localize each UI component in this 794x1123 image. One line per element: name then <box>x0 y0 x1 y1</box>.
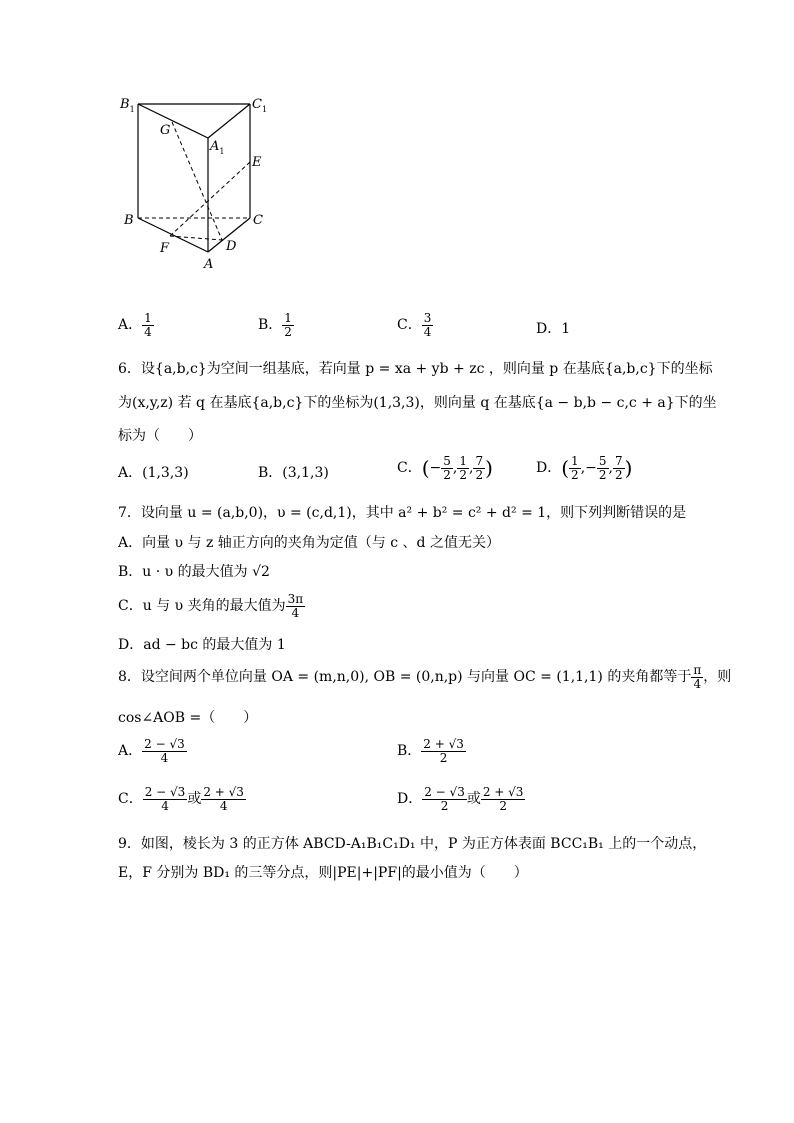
prism-figure <box>110 88 280 278</box>
q6-line1: 6．设{a,b,c}为空间一组基底，若向量 p = xa + yb + zc ，则向量 p 在基底{a,b,c}下的坐标 <box>118 361 713 377</box>
label-e: E <box>252 155 262 170</box>
q7-option-b[interactable]: B．u · υ 的最大值为 √2 <box>118 564 270 580</box>
q6-line2: 为(x,y,z) 若 q 在基底{a,b,c}下的坐标为(1,3,3)，则向量 q 在基底{a − b,b − c,c + a}下的坐 <box>118 395 717 411</box>
q8-option-a[interactable]: A． $\frac{2 - √3}{4}$ <box>118 737 185 765</box>
q7-option-c[interactable]: C．u 与 υ 夹角的最大值为 $\frac{3\pi}{4}$ <box>118 592 304 620</box>
q5-options <box>0 310 794 340</box>
edge-a1-c1 <box>208 104 250 138</box>
q8-option-c[interactable]: C． $\frac{2 - √3}{4}$ 或 $\frac{2 + √3}{4}$ <box>118 785 244 813</box>
q6-option-c[interactable]: C．(− $\frac{5}{2}$ , $\frac{1}{2}$ , $\frac{7}{2}$ ) <box>397 454 493 482</box>
label-a: A <box>204 257 214 272</box>
q8-stem: 8．设空间两个单位向量 OA = (m,n,0), OB = (0,n,p) 与向量 OC = (1,1,1) 的夹角都等于 $\frac{\pi}{4}$ ，则 <box>118 663 732 691</box>
q9-line1: 9．如图，棱长为 3 的正方体 ABCD-A₁B₁C₁D₁ 中，P 为正方体表面 BCC₁B₁ 上的一个动点， <box>118 836 707 852</box>
q8-option-b[interactable]: B． $\frac{2 + √3}{2}$ <box>397 737 464 765</box>
q9-line2: E，F 分别为 BD₁ 的三等分点，则|PE|+|PF|的最小值为（ ） <box>118 865 528 881</box>
edge-b-a <box>138 218 208 252</box>
label-b: B <box>124 213 134 228</box>
q6-options <box>0 455 794 487</box>
label-b1: $B_1$ <box>120 97 135 114</box>
q7-option-a[interactable]: A．向量 υ 与 z 轴正方向的夹角为定值（与 c 、d 之值无关） <box>118 535 500 551</box>
q8-line2: cos∠AOB =（ ） <box>118 710 258 726</box>
q6-option-b[interactable]: B．(3,1,3) <box>258 465 329 481</box>
q8-option-d[interactable]: D． $\frac{2 - √3}{2}$ 或 $\frac{2 + √3}{2}$ <box>397 785 524 813</box>
edge-b1-a1 <box>138 104 208 138</box>
q6-option-a[interactable]: A．(1,3,3) <box>118 465 189 481</box>
q6-line3: 标为（ ） <box>118 428 202 444</box>
label-d: D <box>226 239 237 254</box>
q5-option-a[interactable]: A． $\frac{1}{4}$ <box>118 311 152 339</box>
label-c1: $C_1$ <box>252 97 268 114</box>
q7-option-d[interactable]: D．ad − bc 的最大值为 1 <box>118 637 286 653</box>
q5-option-d[interactable]: D．1 <box>536 321 571 337</box>
q7-stem: 7．设向量 u = (a,b,0)，υ = (c,d,1)，其中 a² + b² = c² + d² = 1，则下列判断错误的是 <box>118 505 687 521</box>
label-a1: $A_1$ <box>210 139 225 156</box>
label-g: G <box>160 123 171 138</box>
q5-option-b[interactable]: B． $\frac{1}{2}$ <box>258 311 292 339</box>
segment-f-e <box>170 162 250 236</box>
segment-f-d <box>170 236 222 240</box>
q6-option-d[interactable]: D．( $\frac{1}{2}$ ,− $\frac{5}{2}$ , $\frac{7}{2}$ ) <box>536 454 633 482</box>
label-f: F <box>160 241 170 256</box>
label-c: C <box>253 213 263 228</box>
q5-option-c[interactable]: C． $\frac{3}{4}$ <box>397 311 432 339</box>
